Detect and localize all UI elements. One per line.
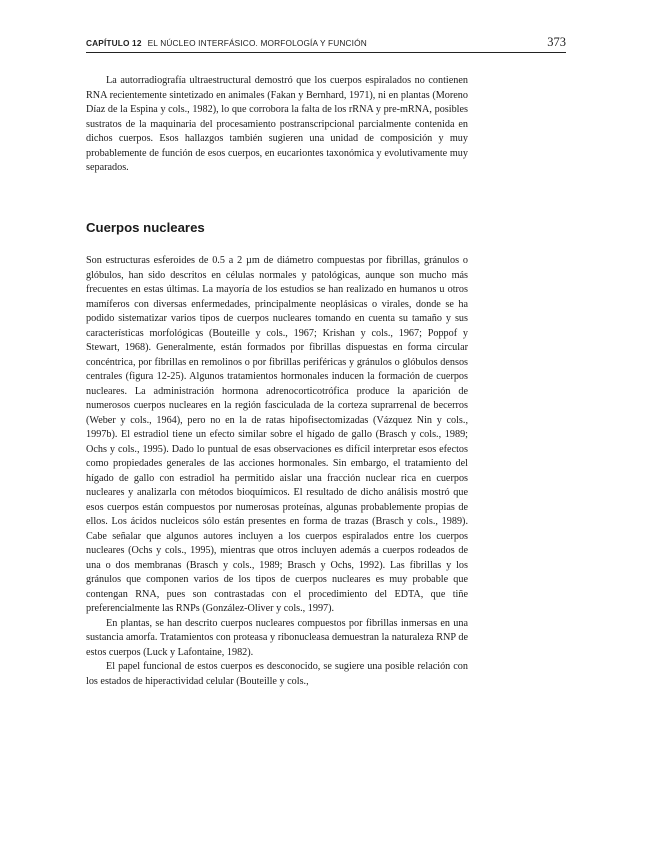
page-number: 373 [547, 35, 566, 49]
section-heading: Cuerpos nucleares [86, 220, 205, 235]
section-paragraph-1: Son estructuras esferoides de 0.5 a 2 µm de diámetro compuestas por fibrillas, gránulos o glóbulos, han sido descritos en células normales y patológicas, aunque son mucho más frecuentes en estas últimas. La mayoría de los estudios se han realizado en humanos u otros mamíferos con diversas enfermedades, principalmente neoplásicas o virales, donde se ha podido sistematizar varios tipos de cuerpos nucleares tomando en cuenta su tamaño y sus características morfológicas (Bouteille y cols., 1967; Krishan y cols., 1967; Poppof y Stewart, 1968). Generalmente, están formados por fibrillas dispuestas en forma circular concéntrica, por fibrillas en remolinos o por fibrillas periféricas y gránulos o glóbulos densos centrales (figura 12-25). Algunos tratamientos hormonales inducen la formación de cuerpos nucleares. La administración hormona adrenocorticotrófica produce la aparición de numerosos cuerpos nucleares en la región fasciculada de la corteza suprarrenal de becerros (Weber y cols., 1964), pero no en la de ratas hipofisectomizadas (Vázquez Nin y cols., 1997b). El estradiol tiene un efecto similar sobre el hígado de gallo (Brasch y cols., 1989; Ochs y cols., 1995). Dado lo puntual de esas observaciones es difícil interpretar esos efectos como propiedades generales de las acciones hormonales. Sin embargo, el tratamiento del hígado de gallo con estradiol ha permitido aislar una fracción nuclear rica en cuerpos nucleares y analizarla con métodos bioquímicos. El resultado de dicho análisis mostró que esos cuerpos están compuestos por numerosas proteínas, algunas probablemente propias de ellos. Los ácidos nucleicos sólo están presentes en forma de trazas (Brasch y cols., 1989). Cabe señalar que algunos autores incluyen a los cuerpos espiralados entre los cuerpos nucleares (Ochs y cols., 1995), mientras que otros incluyen además a cuerpos rodeados de una o dos membranas (Brasch y cols., 1989; Brasch y Ochs, 1992). Las fibrillas y los gránulos que componen varios de los tipos de cuerpos nucleares es muy probable que contengan RNA, pues son contrastadas con el procedimiento del EDTA, que tiñe preferencialmente las RNPs (González-Oliver y cols., 1997). [86, 255, 468, 614]
section-paragraph-2: En plantas, se han descrito cuerpos nucleares compuestos por fibrillas inmersas en una sustancia amorfa. Tratamientos con proteasa y ribonucleasa demuestran la naturaleza RNP de estos cuerpos (Luck y Lafontaine, 1982). [86, 617, 468, 658]
intro-paragraph: La autorradiografía ultraestructural demostró que los cuerpos espiralados no contienen RNA recientemente sintetizado en animales (Fakan y Bernhard, 1971), ni en plantas (Moreno Díaz de la Espina y cols., 1982), lo que corrobora la falta de los rRNA y pre-mRNA, posibles sustratos de la maquinaria del procesamiento postranscripcional parcialmente contenida en dichos cuerpos. Esos hallazgos también sugieren una unidad de composición y muy probablemente de función de esos cuerpos, en eucariontes taxonómica y evolutivamente muy separados. [86, 75, 468, 173]
intro-text-block [86, 74, 468, 176]
chapter-label: CAPÍTULO 12 [86, 38, 142, 48]
section-text-block [86, 254, 468, 689]
section-paragraph-3: El papel funcional de estos cuerpos es desconocido, se sugiere una posible relación con los estados de hiperactividad celular (Bouteille y cols., [86, 661, 468, 687]
chapter-title: EL NÚCLEO INTERFÁSICO. MORFOLOGÍA Y FUNCIÓN [147, 38, 367, 48]
running-header [86, 36, 566, 53]
header-title-line [86, 38, 367, 48]
